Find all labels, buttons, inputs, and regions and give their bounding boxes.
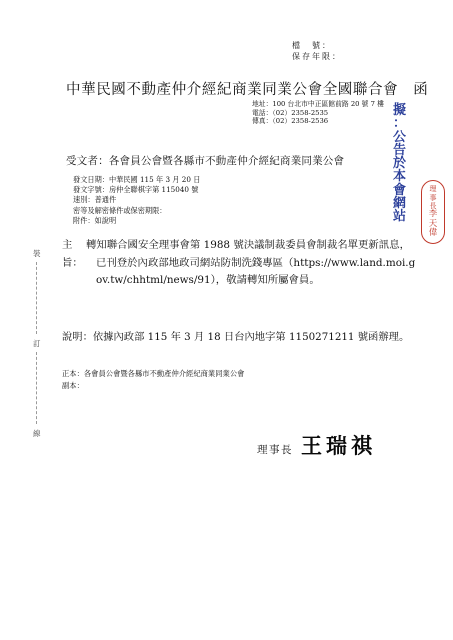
sender-address: 地址：100 台北市中正區館前路 20 號 7 樓 [252,100,384,108]
seal-char: 事 [429,193,437,202]
subject-section [62,237,420,290]
archive-period-label: 保存年限： [292,52,342,61]
main-copy: 正本：各會員公會暨各縣市不動產仲介經紀商業同業公會 [62,369,245,378]
seal-char: 理 [429,185,437,194]
posting-stamp-char: 告 [393,142,407,158]
sender-fax: 傳真：（02）2358-2536 [252,117,329,126]
chairman-seal [421,180,445,244]
seal-char: 李 [428,209,438,220]
posting-stamp [393,104,406,224]
binding-line [36,352,37,424]
confidentiality: 密等及解密條件或保密期限： [73,205,167,215]
document-meta [73,175,200,226]
signature-block [257,430,376,460]
archive-number-label: 檔 號： [292,41,332,50]
seal-char: 天 [428,218,438,229]
sender-contact [252,100,384,126]
subject-label: 主旨： [62,239,83,269]
posting-stamp-char: 於 [393,156,407,172]
binding-line [36,262,37,334]
explanation-section [62,328,432,343]
archive-info [292,40,342,62]
secondary-copy: 副本： [62,380,84,390]
posting-stamp-char: 本 [393,169,407,185]
posting-stamp-char: 網 [393,196,407,212]
fold-mark: 裝 [33,249,41,258]
recipient: 受文者：各會員公會暨各縣市不動產仲介經紀商業同業公會 [66,155,345,167]
delivery-speed: 速別：普通件 [73,195,117,205]
posting-stamp-char: ： [393,116,407,132]
attachment: 附件：如說明 [73,215,117,225]
signature-title: 理事長 [257,444,293,456]
line-mark: 線 [33,429,41,438]
sender-phone: 電話：（02）2358-2535 [252,108,329,117]
posting-stamp-char: 站 [393,209,407,225]
explanation-text: 依據內政部 115 年 3 月 18 日台內地字第 1150271211 號函辦理。 [92,331,410,343]
bind-mark: 訂 [33,339,41,348]
signature-name: 王瑞祺 [301,434,376,458]
document-title: 中華民國不動產仲介經紀商業同業公會全國聯合會 函 [66,82,429,98]
posting-stamp-char: 公 [393,129,407,145]
distribution-list [62,368,244,391]
seal-char: 偉 [428,228,438,239]
subject-text: 轉知聯合國安全理事會第 1988 號決議制裁委員會制裁名單更新訊息，已刊登於內政部地政司網站防制洗錢專區（https://www.land.moi.gov.tw/chhtml/news/91），敬請轉知所屬會員。 [86,239,416,286]
explanation-label: 說明： [62,331,93,343]
issue-number: 發文字號：房仲全聯棋字第 115040 號 [73,185,199,195]
posting-stamp-char: 會 [393,182,407,198]
issue-date: 發文日期：中華民國 115 年 3 月 20 日 [73,175,201,184]
posting-stamp-char: 擬 [393,103,407,118]
seal-char: 長 [429,201,437,210]
